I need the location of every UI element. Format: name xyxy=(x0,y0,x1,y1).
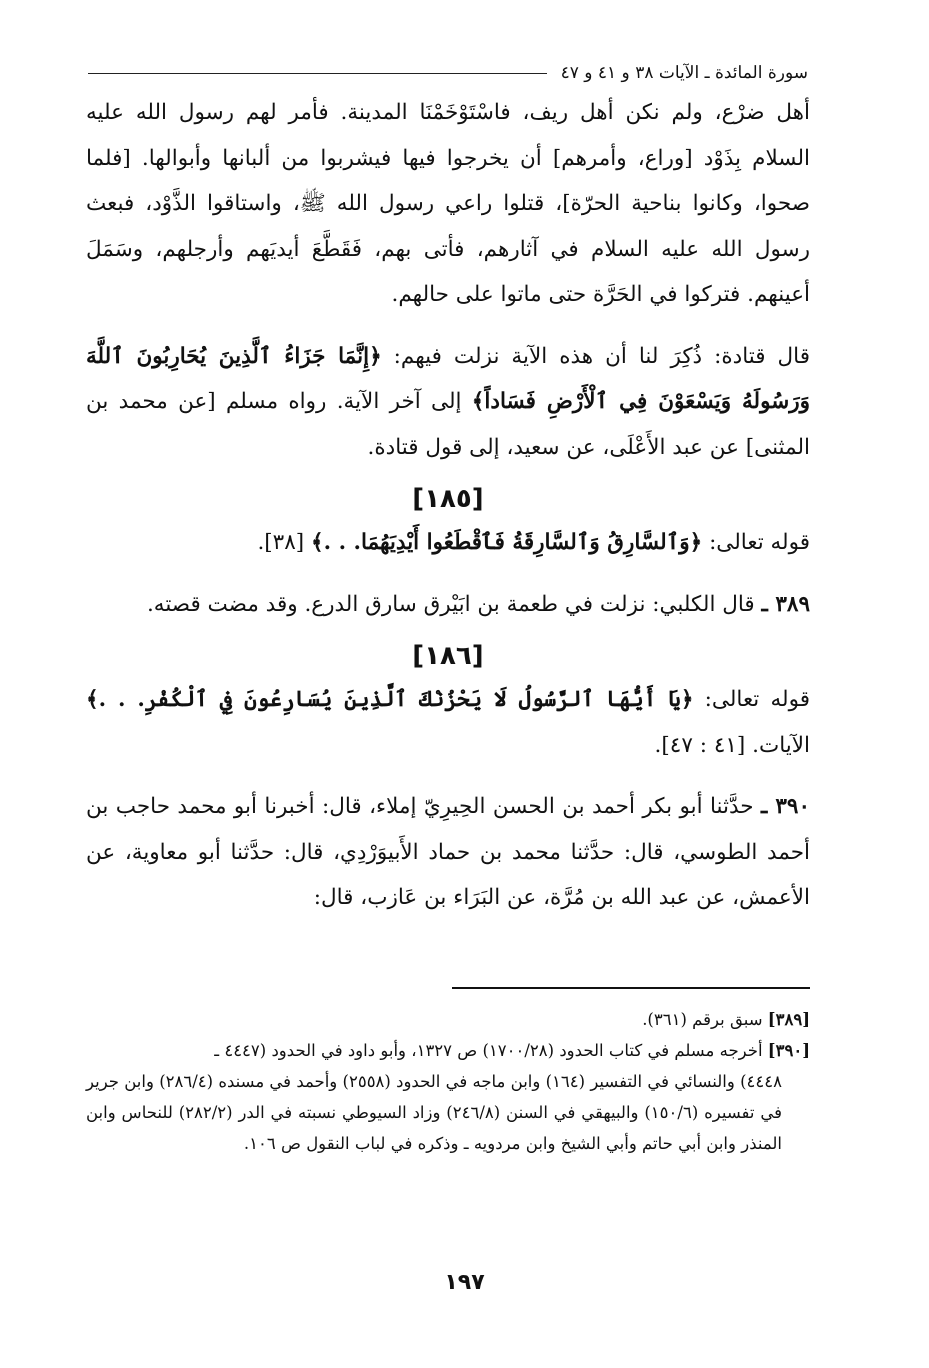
section-number-185: [١٨٥] xyxy=(412,484,484,514)
verse-ref-186: الآيات. [٤١ : ٤٧]. xyxy=(654,732,810,758)
footnote-ref-390: [٣٩٠] xyxy=(767,1041,810,1060)
section-number-186: [١٨٦] xyxy=(412,641,484,671)
entry-number-390: ٣٩٠ ـ xyxy=(760,794,810,819)
entry-text-389: قال الكلبي: نزلت في طعمة بن ابَيْرق سارق الدرع. وقد مضت قصته. xyxy=(146,591,762,617)
footnote-390 xyxy=(86,1035,810,1066)
running-header xyxy=(88,58,808,88)
quran-verse-sariq: ﴿وَٱلسَّارِقُ وَٱلسَّارِقَةُ فَٱقْطَعُوا أَيْدِيَهُمَا. . .﴾ xyxy=(311,530,703,555)
qatada-text-end: إلى آخر الآية. رواه مسلم [عن محمد بن المثنى] عن عبد الأَعْلَى، عن سعيد، إلى قول قتادة. xyxy=(86,389,810,460)
running-head-title: سورة المائدة ـ الآيات ٣٨ و ٤١ و ٤٧ xyxy=(560,63,808,83)
entry-number-389: ٣٨٩ ـ xyxy=(761,591,810,617)
verse-intro-186: قوله تعالى: xyxy=(693,687,810,712)
entry-390 xyxy=(86,784,810,921)
entry-389 xyxy=(86,582,810,628)
footnote-rule xyxy=(452,987,810,989)
footnote-text-389: سبق برقم (٣٦١). xyxy=(642,1010,768,1029)
verse-heading-185 xyxy=(86,520,810,566)
quran-verse-hiraba: ﴿إِنَّمَا جَزَاءُ ٱلَّذِينَ يُحَارِبُونَ ٱللَّهَ وَرَسُولَهُ وَيَسْعَوْنَ فِي ٱلْأَرْضِ فَسَاداً﴾ xyxy=(86,343,810,414)
footnotes xyxy=(86,1004,810,1159)
qatada-text-start: قال قتادة: ذُكِرَ لنا أن هذه الآية نزلت فيهم: xyxy=(381,343,810,369)
paragraph-qatada xyxy=(86,334,810,471)
footnote-390-continued: ٤٤٤٨) والنسائي في التفسير (١٦٤) وابن ماجه في الحدود (٢٥٥٨) وأحمد في مسنده (٢٨٦/٤) وابن جرير في تفسيره (١٥٠/٦) والبيهقي في السنن (٢٤٦/٨) وزاد السيوطي نسبته في الدر (٢٨٢/٢) للنحاس وابن المنذر وابن أبي حاتم وأبي الشيخ وابن مردويه ـ وذكره في لباب النقول ص ١٠٦. xyxy=(86,1072,782,1153)
main-text xyxy=(86,90,810,921)
verse-ref-185: [٣٨]. xyxy=(257,530,312,555)
header-rule xyxy=(88,73,547,74)
quran-verse-rasul: ﴿يَا أَيُّهَا ٱلرَّسُولُ لَا يَحْزُنْكَ ٱلَّذِينَ يُسَارِعُونَ فِي ٱلْكُفْرِ. . .﴾ xyxy=(86,687,694,712)
entry-text-390: حدَّثنا أبو بكر أحمد بن الحسن الحِيرِيّ إملاء، قال: أخبرنا أبو محمد حاجب بن أحمد الطوسي، قال: حدَّثنا محمد بن حماد الأَبيوَرْدِي، قال: حدَّثنا أبو معاوية، عن الأعمش، عن عبد الله بن مُرَّة، عن البَرَاء بن عَازب، قال: xyxy=(86,794,810,910)
page-number: ١٩٧ xyxy=(444,1270,485,1295)
verse-heading-186 xyxy=(86,677,810,768)
footnote-389 xyxy=(86,1004,810,1035)
paragraph-continuation: أهل ضرْع، ولم نكن أهل ريف، فاسْتَوْخَمْنَا المدينة. فأمر لهم رسول الله عليه السلام بِذَوْد [وراع، وأمرهم] أن يخرجوا فيها فيشربوا من ألبانها وأبوالها. [فلما صحوا، وكانوا بناحية الحرّة]، قتلوا راعي رسول الله ﷺ، واستاقوا الذَّوْد، فبعث رسول الله عليه السلام في آثارهم، فأتى بهم، فَقَطَّعَ أيديَهم وأرجلهم، وسَمَلَ أعينهم. فتركوا في الحَرَّة حتى ماتوا على حالهم. xyxy=(86,100,810,307)
verse-intro-185: قوله تعالى: xyxy=(702,530,810,555)
footnote-ref-389: [٣٨٩] xyxy=(767,1010,810,1029)
footnote-text-390-line1: أخرجه مسلم في كتاب الحدود (١٧٠٠/٢٨) ص ١٣٢٧، وأبو داود في الحدود (٤٤٤٧ ـ xyxy=(214,1041,768,1060)
